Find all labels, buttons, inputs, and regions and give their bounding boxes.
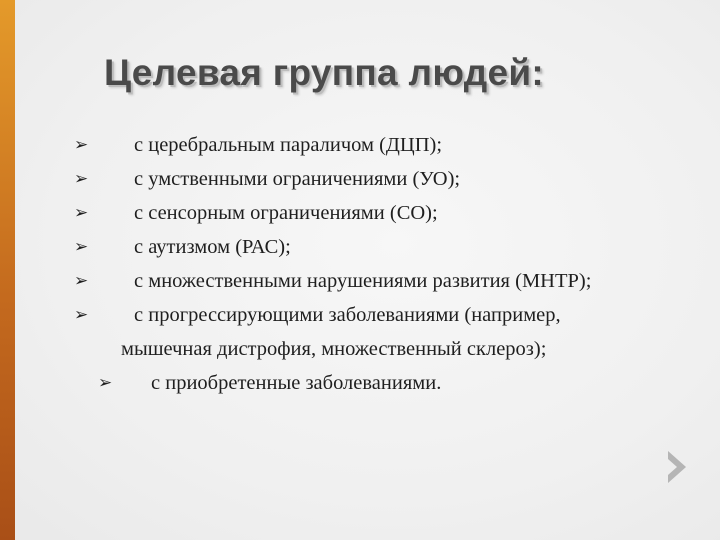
list-item-text-line: с прогрессирующими заболеваниями (например, bbox=[134, 304, 561, 326]
list-item-text-line: мышечная дистрофия, множественный склероз); bbox=[121, 338, 547, 360]
list-item-text: с аутизмом (РАС); bbox=[134, 236, 291, 258]
slide-title: Целевая группа людей: bbox=[104, 52, 545, 93]
arrow-bullet-icon: ➢ bbox=[74, 237, 89, 257]
arrow-bullet-icon: ➢ bbox=[74, 135, 89, 155]
list-item bbox=[0, 298, 700, 366]
list-item-text: с приобретенные заболеваниями. bbox=[151, 372, 442, 394]
list-item bbox=[0, 230, 700, 264]
arrow-bullet-icon: ➢ bbox=[74, 305, 89, 325]
list-item bbox=[0, 264, 700, 298]
arrow-bullet-icon: ➢ bbox=[74, 169, 89, 189]
list-item bbox=[0, 366, 700, 400]
list-item bbox=[0, 162, 700, 196]
list-item bbox=[0, 196, 700, 230]
arrow-bullet-icon: ➢ bbox=[74, 203, 89, 223]
bullet-list bbox=[0, 128, 700, 400]
list-item bbox=[0, 128, 700, 162]
list-item-text: с сенсорным ограничениями (СО); bbox=[134, 202, 438, 224]
arrow-bullet-icon: ➢ bbox=[74, 271, 89, 291]
arrow-bullet-icon: ➢ bbox=[98, 373, 113, 393]
list-item-text: с множественными нарушениями развития (МНТР); bbox=[134, 270, 592, 292]
next-slide-chevron-icon[interactable] bbox=[664, 449, 690, 485]
list-item-text: с церебральным параличом (ДЦП); bbox=[134, 134, 443, 156]
list-item-text: с умственными ограничениями (УО); bbox=[134, 168, 461, 190]
